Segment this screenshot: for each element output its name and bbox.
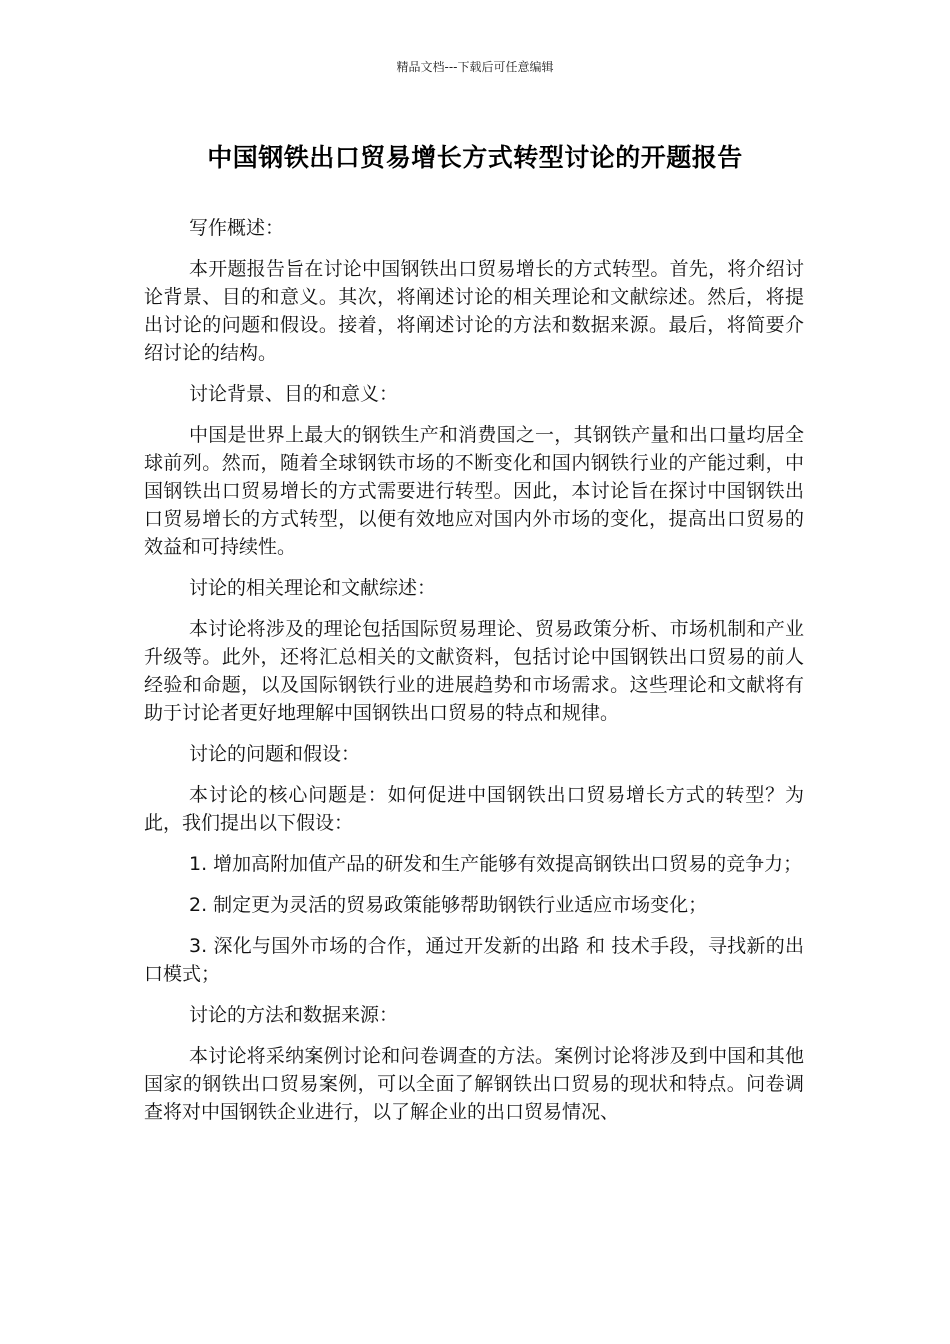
document-body (144, 214, 804, 1139)
header-note: 精品文档---下载后可任意编辑 (396, 60, 554, 74)
paragraph-questions: 本讨论的核心问题是：如何促进中国钢铁出口贸易增长方式的转型？为此，我们提出以下假设： (144, 784, 804, 834)
section-heading-questions: 讨论的问题和假设： (189, 743, 361, 765)
section-heading-background: 讨论背景、目的和意义： (189, 383, 399, 405)
hypothesis-item-3: 3. 深化与国外市场的合作，通过开发新的出路 和 技术手段，寻找新的出口模式； (144, 935, 804, 985)
section-heading-methods: 讨论的方法和数据来源： (189, 1004, 399, 1026)
hypothesis-item-1: 1. 增加高附加值产品的研发和生产能够有效提高钢铁出口贸易的竞争力； (189, 853, 803, 875)
paragraph-overview: 本开题报告旨在讨论中国钢铁出口贸易增长的方式转型。首先，将介绍讨论背景、目的和意义。其次，将阐述讨论的相关理论和文献综述。然后，将提出讨论的问题和假设。接着，将阐述讨论的方法和数据来源。最后，将简要介绍讨论的结构。 (144, 258, 804, 364)
section-heading-theory: 讨论的相关理论和文献综述： (189, 577, 437, 599)
paragraph-theory: 本讨论将涉及的理论包括国际贸易理论、贸易政策分析、市场机制和产业升级等。此外，还将汇总相关的文献资料，包括讨论中国钢铁出口贸易的前人经验和命题，以及国际钢铁行业的进展趋势和市场需求。这些理论和文献将有助于讨论者更好地理解中国钢铁出口贸易的特点和规律。 (144, 618, 804, 724)
paragraph-background: 中国是世界上最大的钢铁生产和消费国之一，其钢铁产量和出口量均居全球前列。然而，随着全球钢铁市场的不断变化和国内钢铁行业的产能过剩，中国钢铁出口贸易增长的方式需要进行转型。因此，本讨论旨在探讨中国钢铁出口贸易增长的方式转型，以便有效地应对国内外市场的变化，提高出口贸易的效益和可持续性。 (144, 424, 804, 558)
document-title: 中国钢铁出口贸易增长方式转型讨论的开题报告 (207, 143, 743, 172)
paragraph-methods: 本讨论将采纳案例讨论和问卷调查的方法。案例讨论将涉及到中国和其他国家的钢铁出口贸易案例，可以全面了解钢铁出口贸易的现状和特点。问卷调查将对中国钢铁企业进行，以了解企业的出口贸易情况、 (144, 1045, 804, 1123)
section-heading-overview: 写作概述： (189, 217, 285, 239)
hypothesis-item-2: 2. 制定更为灵活的贸易政策能够帮助钢铁行业适应市场变化； (189, 894, 708, 916)
